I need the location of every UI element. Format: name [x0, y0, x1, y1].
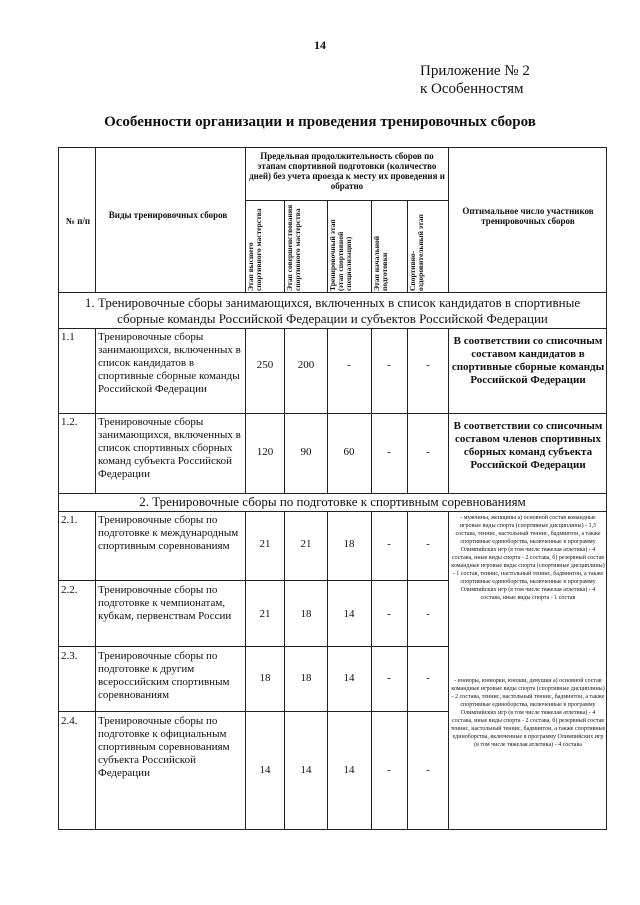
row-name: Тренировочные сборы по подготовке к официальным спортивным соревнованиям субъекта Российской Федерации: [98, 715, 230, 779]
row-value: -: [426, 764, 430, 776]
training-camps-table: [58, 147, 607, 830]
page-number: 14: [314, 38, 326, 52]
header-type: Виды тренировочных сборов: [108, 210, 228, 220]
row-name: Тренировочные сборы занимающихся, включенных в список спортивных сборных команд субъекта Российской Федерации: [98, 416, 241, 480]
row-value: 200: [297, 359, 315, 371]
row-value: -: [426, 446, 430, 458]
row-value: 60: [343, 446, 355, 458]
row-value: -: [426, 538, 430, 550]
row-value: -: [387, 446, 391, 458]
header-stage-3: Тренировочный этап (этап спортивной специализации): [328, 219, 353, 291]
row-number: 2.1.: [61, 514, 78, 526]
header-stage-5: Спортивно-оздоровительный этап: [408, 214, 425, 291]
row-value: 250: [256, 359, 274, 371]
row-value: 14: [343, 608, 355, 620]
row-value: 21: [259, 538, 271, 550]
row-value: 21: [259, 608, 271, 620]
row-value: -: [387, 359, 391, 371]
row-name: Тренировочные сборы по подготовке к чемпионатам, кубкам, первенствам России: [98, 584, 232, 622]
header-duration: Предельная продолжительность сборов по этапам спортивной подготовки (количество дней) без учета проезда к месту их проведения и обратно: [249, 151, 445, 191]
row-value: 14: [343, 764, 355, 776]
row-optimal: В соответствии со списочным составом кандидатов в спортивные сборные команды Российской Федерации: [451, 335, 605, 386]
row-value: 14: [300, 764, 312, 776]
row-value: -: [426, 359, 430, 371]
row-name: Тренировочные сборы занимающихся, включенных в список кандидатов в спортивные сборные команды Российской Федерации: [98, 331, 241, 395]
appendix-line-1: Приложение № 2: [420, 63, 530, 79]
table-header: [58, 147, 607, 293]
table-row: [58, 414, 607, 494]
row-number: 1.2.: [61, 416, 78, 428]
row-name: Тренировочные сборы по подготовке к другим всероссийским спортивным соревнованиям: [98, 650, 230, 701]
appendix-line-2: к Особенностям: [420, 81, 524, 97]
section-2-rows: [58, 512, 607, 830]
row-value: 90: [300, 446, 312, 458]
row-value: 18: [259, 672, 271, 684]
row-name: Тренировочные сборы по подготовке к международным спортивным соревнованиям: [98, 514, 239, 552]
appendix-label: [420, 62, 620, 98]
row-optimal: В соответствии со списочным составом членов спортивных сборных команд субъекта Российской Федерации: [453, 420, 603, 471]
document-title: Особенности организации и проведения тренировочных сборов: [104, 114, 536, 130]
row-value: 14: [259, 764, 271, 776]
table-row: [58, 329, 607, 414]
row-value: 21: [300, 538, 312, 550]
row-value: 18: [300, 608, 312, 620]
row-value: -: [387, 672, 391, 684]
section-2-title: 2. Тренировочные сборы по подготовке к спортивным соревнованиям: [58, 494, 607, 512]
row-value: 18: [343, 538, 355, 550]
row-number: 2.2.: [61, 584, 78, 596]
row-value: -: [426, 672, 430, 684]
row-value: 120: [256, 446, 274, 458]
row-value: -: [387, 764, 391, 776]
row-value: 18: [300, 672, 312, 684]
header-optimal: Оптимальное число участников тренировочных сборов: [462, 206, 594, 226]
header-num: № п/п: [65, 216, 91, 226]
section-1-title: 1. Тренировочные сборы занимающихся, включенных в список кандидатов в спортивные сборные команды Российской Федерации и субъектов Российской Федерации: [58, 293, 607, 329]
row-number: 2.3.: [61, 650, 78, 662]
row-value: -: [387, 608, 391, 620]
optimal-junior-text: - юниоры, юниорки, юноши, девушки а) основной состав командные игровые виды спорта (спортивные дисциплины) - 2 состава, теннис, настольный теннис, бадминтон, а также спортивные единоборства, включенные в программу Олимпийских игр (в том числе тяжелая атлетика) - 4 состава, иные виды спорта - 2 состава, б) резервный состав теннис, настольный теннис, бадминтон, а также спортивные единоборства, включенные в программу Олимпийских игр (в том числе тяжелая атлетика) - 4 состава: [450, 678, 606, 748]
row-number: 2.4.: [61, 715, 78, 727]
row-value: 14: [343, 672, 355, 684]
row-number: 1.1: [61, 331, 75, 343]
optimal-senior-text: - мужчины, женщины а) основной состав командные игровые виды спорта (спортивные дисциплины) - 1,5 состава, теннис, настольный теннис, бадминтон, а также спортивные единоборства, включенные в программу Олимпийских игр (в том числе тяжелая атлетика) - 4 состава, иные виды спорта - 2 состава, б) резервный состав командные игровые виды спорта (спортивные дисциплины) - 1 состав, теннис, настольный теннис, бадминтон, а также спортивные единоборства, включенные в программу Олимпийских игр (в том числе тяжелая атлетика) - 4 состава, иные виды спорта - 1 состав: [451, 515, 605, 601]
row-value: -: [426, 608, 430, 620]
header-stage-1: Этап высшего спортивного мастерства: [246, 208, 263, 291]
header-stage-4: Этап начальной подготовки: [372, 235, 389, 291]
row-value: -: [347, 359, 351, 371]
row-value: -: [387, 538, 391, 550]
header-stage-2: Этап совершенствования спортивного мастерства: [285, 204, 302, 291]
